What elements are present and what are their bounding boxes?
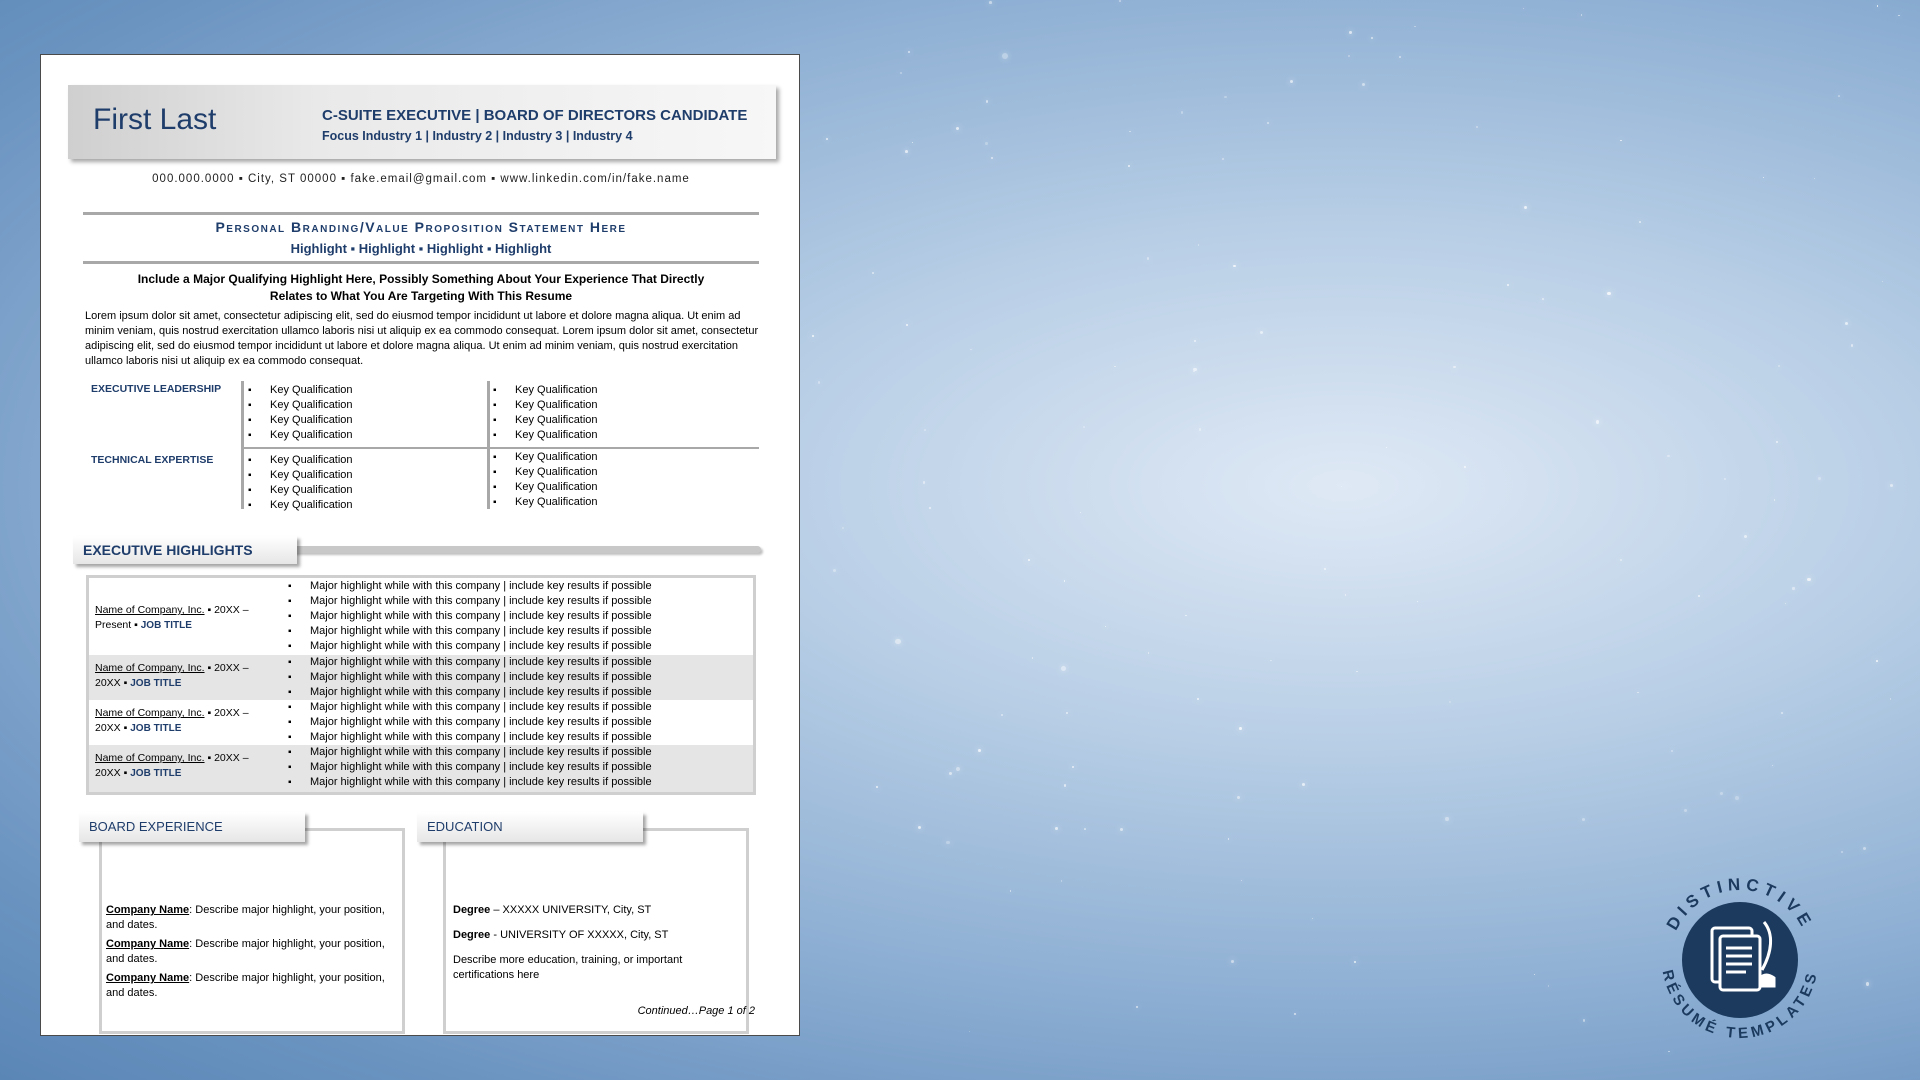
degree: Degree — [453, 929, 491, 941]
sparkle — [872, 272, 874, 274]
sparkle — [1147, 257, 1149, 259]
sparkle — [1010, 890, 1012, 892]
sparkle — [985, 142, 988, 145]
summary-paragraph: Lorem ipsum dolor sit amet, consectetur adipiscing elit, sed do eiusmod tempor incididunt ut labore et dolore magna aliqua. Ut enim ad minim veniam, quis nostrud exercitation ullamco laboris nisi ut aliquip ex ea commodo consequat. Lorem ipsum dolor sit amet, consectetur adipiscing elit, sed do eiusmod tempor incididunt ut labore et dolore magna aliqua. Ut enim ad minim veniam, quis nostrud exercitation ullamco laboris nisi ut aliquip ex ea commodo consequat. — [85, 310, 759, 367]
sparkle — [1193, 368, 1196, 371]
sparkle — [1084, 828, 1086, 830]
table-row — [89, 700, 753, 745]
major-highlight-line2: Relates to What You Are Targeting With This Resume — [269, 289, 573, 303]
sparkle — [1237, 796, 1240, 799]
education-items — [453, 903, 743, 993]
sparkle — [906, 324, 908, 326]
sparkle — [1838, 95, 1840, 97]
company-name: Name of Company, Inc. — [95, 752, 205, 764]
sparkle — [1302, 783, 1305, 786]
sparkle — [929, 507, 931, 509]
date-start: ▪ 20XX – — [204, 604, 249, 616]
sparkle — [1445, 817, 1448, 820]
list-item: ▪ Key Qualification — [270, 398, 353, 413]
sparkle — [1735, 796, 1739, 800]
sparkle — [1354, 961, 1357, 964]
list-item: ▪ Major highlight while with this company | include key results if possible — [310, 715, 652, 730]
sparkle — [1032, 657, 1033, 658]
logo-bottom-text: RÉSUMÉ TEMPLATES — [1658, 968, 1822, 1043]
sparkle — [1129, 131, 1130, 132]
sparkle — [1241, 880, 1242, 881]
job-title: JOB TITLE — [140, 620, 192, 631]
sparkle — [1890, 484, 1893, 487]
sparkle — [1399, 56, 1401, 58]
sparkle — [1476, 126, 1478, 128]
job-title: JOB TITLE — [130, 723, 182, 734]
header-bar — [68, 85, 776, 159]
sparkle — [978, 749, 981, 752]
list-item — [106, 971, 396, 1001]
sparkle — [1224, 96, 1226, 98]
sparkle — [991, 157, 992, 158]
section-rule — [241, 546, 761, 553]
section-title-exec-highlights: EXECUTIVE HIGHLIGHTS — [73, 536, 297, 564]
sparkle — [1818, 477, 1821, 480]
section-title-education: EDUCATION — [417, 812, 643, 842]
list-item: ▪ Key Qualification — [515, 413, 598, 428]
qual-list-exec-2 — [515, 383, 598, 443]
sparkle — [1064, 580, 1066, 582]
column-divider — [487, 381, 490, 509]
sparkle — [1772, 765, 1773, 766]
sparkle — [900, 72, 901, 73]
sparkle — [1453, 366, 1456, 369]
list-item: ▪ Major highlight while with this company | include key results if possible — [310, 700, 652, 715]
date-start: ▪ 20XX – — [204, 707, 249, 719]
sparkle — [1199, 428, 1202, 431]
list-item: ▪ Key Qualification — [270, 413, 353, 428]
qual-label-technical: TECHNICAL EXPERTISE — [91, 454, 214, 466]
sparkle — [1312, 918, 1313, 919]
sparkle — [1028, 559, 1030, 561]
sparkle — [1341, 486, 1342, 487]
sparkle — [1851, 344, 1853, 346]
sparkle — [1607, 292, 1610, 295]
list-item: ▪ Major highlight while with this company | include key results if possible — [310, 685, 652, 700]
list-item: ▪ Major highlight while with this company | include key results if possible — [310, 655, 652, 670]
sparkle — [1671, 750, 1673, 752]
board-description: : Describe major highlight, your position, and dates. — [106, 972, 385, 999]
sparkle — [1866, 982, 1869, 985]
sparkle — [1841, 851, 1843, 853]
list-item — [106, 903, 396, 933]
sparkle — [826, 138, 828, 140]
sparkle — [876, 786, 878, 788]
sparkle — [1290, 80, 1293, 83]
sparkle — [1781, 712, 1783, 714]
company-name: Name of Company, Inc. — [95, 707, 205, 719]
exec-highlights-table — [86, 575, 756, 795]
table-row — [89, 745, 753, 792]
sparkle — [1744, 535, 1747, 538]
list-item: ▪ Key Qualification — [270, 483, 353, 498]
sparkle — [923, 481, 926, 484]
candidate-name: First Last — [93, 103, 217, 136]
focus-industries: Focus Industry 1 | Industry 2 | Industry 3 | Industry 4 — [322, 129, 633, 143]
sparkle — [912, 142, 913, 143]
divider — [83, 212, 759, 215]
sparkle — [1356, 671, 1358, 673]
education-detail: - UNIVERSITY OF XXXXX, City, ST — [490, 929, 669, 941]
sparkle — [1523, 8, 1524, 9]
sparkle — [1814, 178, 1815, 179]
sparkle — [1064, 784, 1067, 787]
education-detail: – XXXXX UNIVERSITY, City, ST — [490, 904, 652, 916]
logo-top-text: DISTINCTIVE — [1662, 874, 1818, 934]
date-end: 20XX ▪ — [95, 677, 131, 689]
row-divider — [241, 447, 759, 449]
sparkle — [1877, 5, 1878, 6]
section-title-board: BOARD EXPERIENCE — [79, 812, 305, 842]
list-item — [453, 928, 743, 943]
sparkle — [1222, 158, 1224, 160]
highlight-list — [310, 700, 652, 745]
sparkle — [1639, 221, 1641, 223]
list-item: ▪ Major highlight while with this company | include key results if possible — [310, 594, 652, 609]
sparkle — [1001, 714, 1003, 716]
sparkle — [812, 335, 814, 337]
sparkle — [1882, 281, 1883, 282]
sparkle — [1197, 698, 1199, 700]
sparkle — [1724, 478, 1726, 480]
sparkle — [1066, 712, 1067, 713]
company-cell — [95, 661, 265, 691]
sparkle — [1362, 83, 1365, 86]
column-divider — [241, 381, 244, 509]
sparkle — [1002, 53, 1008, 59]
sparkle — [1231, 960, 1234, 963]
branding-statement: Personal Branding/Value Proposition Statement Here — [215, 219, 627, 235]
list-item: ▪ Key Qualification — [270, 453, 353, 468]
list-item: ▪ Key Qualification — [270, 498, 353, 513]
sparkle — [905, 150, 908, 153]
sparkle — [1198, 244, 1200, 246]
sparkle — [833, 569, 836, 572]
sparkle — [1371, 37, 1373, 39]
company-name: Company Name — [106, 938, 190, 950]
sparkle — [1667, 455, 1670, 458]
sparkle — [1785, 603, 1786, 604]
company-cell — [95, 751, 265, 781]
sparkle — [1698, 595, 1700, 597]
sparkle — [1386, 447, 1387, 448]
sparkle — [1260, 331, 1263, 334]
sparkle — [1620, 140, 1622, 142]
sparkle — [1233, 265, 1236, 268]
sparkle — [1637, 692, 1638, 693]
sparkle — [946, 841, 949, 844]
table-row — [89, 578, 753, 655]
highlight-list — [310, 579, 652, 654]
sparkle — [1128, 165, 1129, 166]
contact-line: 000.000.0000 ▪ City, ST 00000 ▪ fake.email@gmail.com ▪ www.linkedin.com/in/fake.name — [152, 173, 690, 185]
sparkle — [1348, 55, 1350, 57]
list-item: ▪ Major highlight while with this company | include key results if possible — [310, 730, 652, 745]
list-item — [453, 903, 743, 918]
divider — [83, 261, 759, 264]
sparkle — [1061, 666, 1066, 671]
sparkle — [1345, 594, 1346, 595]
sparkle — [1083, 426, 1085, 428]
sparkle — [1581, 14, 1583, 16]
board-description: : Describe major highlight, your position, and dates. — [106, 938, 385, 965]
list-item: ▪ Key Qualification — [515, 428, 598, 443]
list-item: ▪ Key Qualification — [270, 468, 353, 483]
list-item: ▪ Key Qualification — [515, 495, 598, 510]
list-item: ▪ Major highlight while with this company | include key results if possible — [310, 624, 652, 639]
highlight-list — [310, 655, 652, 700]
highlight-list — [310, 745, 652, 790]
list-item: ▪ Major highlight while with this company | include key results if possible — [310, 745, 652, 760]
board-items — [106, 903, 396, 1005]
sparkle — [842, 527, 844, 529]
sparkle — [1776, 441, 1778, 443]
date-end: 20XX ▪ — [95, 722, 131, 734]
sparkle — [1620, 559, 1622, 561]
sparkle — [1548, 985, 1549, 986]
list-item: ▪ Major highlight while with this company | include key results if possible — [310, 775, 652, 790]
sparkle — [1194, 340, 1196, 342]
sparkle — [986, 100, 988, 102]
list-item: ▪ Key Qualification — [515, 383, 598, 398]
sparkle — [1464, 466, 1466, 468]
sparkle — [1270, 660, 1272, 662]
list-item: ▪ Key Qualification — [270, 428, 353, 443]
degree: Degree — [453, 904, 491, 916]
company-cell — [95, 706, 265, 736]
date-start: ▪ 20XX – — [204, 662, 249, 674]
job-title: JOB TITLE — [130, 678, 182, 689]
sparkle — [1072, 766, 1075, 769]
sparkle — [1763, 177, 1764, 178]
highlights-line: Highlight ▪ Highlight ▪ Highlight ▪ Highlight — [290, 241, 552, 256]
sparkle — [989, 1, 992, 4]
sparkle — [1349, 31, 1351, 33]
continued-note: Continued…Page 1 of 2 — [637, 1005, 755, 1017]
sparkle — [818, 381, 820, 383]
date-start: ▪ 20XX – — [204, 752, 249, 764]
sparkle — [1417, 601, 1418, 602]
list-item: ▪ Major highlight while with this company | include key results if possible — [310, 579, 652, 594]
sparkle — [956, 767, 960, 771]
list-item: ▪ Key Qualification — [515, 465, 598, 480]
sparkle — [1774, 499, 1776, 501]
sparkle — [1845, 322, 1848, 325]
list-item: ▪ Major highlight while with this company | include key results if possible — [310, 609, 652, 624]
sparkle — [1890, 698, 1891, 699]
sparkle — [1524, 206, 1527, 209]
sparkle — [1863, 847, 1866, 850]
sparkle — [1414, 26, 1416, 28]
brand-logo — [1640, 860, 1840, 1060]
qual-list-tech-1 — [270, 453, 353, 513]
sparkle — [1181, 111, 1184, 114]
company-name: Company Name — [106, 972, 190, 984]
sparkle — [1185, 615, 1187, 617]
resume-page — [40, 54, 800, 1036]
list-item: ▪ Key Qualification — [270, 383, 353, 398]
sparkle — [1105, 626, 1106, 627]
list-item: ▪ Key Qualification — [515, 480, 598, 495]
sparkle — [1720, 792, 1723, 795]
qual-list-exec-1 — [270, 383, 353, 443]
sparkle — [1148, 652, 1149, 653]
sparkle — [1596, 420, 1599, 423]
sparkle — [1582, 818, 1585, 821]
sparkle — [1807, 578, 1810, 581]
sparkle — [1778, 365, 1780, 367]
sparkle — [1449, 701, 1451, 703]
sparkle — [1324, 568, 1327, 571]
sparkle — [1061, 880, 1062, 881]
education-more: Describe more education, training, or important certifications here — [453, 954, 683, 981]
sparkle — [969, 1031, 970, 1032]
major-highlight-line1: Include a Major Qualifying Highlight Here, Possibly Something About Your Experience That Directly — [137, 272, 705, 286]
sparkle — [1534, 974, 1535, 975]
sparkle — [1267, 122, 1269, 124]
list-item: ▪ Major highlight while with this company | include key results if possible — [310, 639, 652, 654]
headline: C-SUITE EXECUTIVE | BOARD OF DIRECTORS CANDIDATE — [322, 107, 748, 124]
sparkle — [956, 127, 959, 130]
sparkle — [1228, 838, 1229, 839]
sparkle — [1080, 512, 1081, 513]
sparkle — [1898, 15, 1899, 16]
sparkle — [1119, 0, 1121, 2]
sparkle — [1542, 298, 1544, 300]
sparkle — [1136, 1006, 1138, 1008]
sparkle — [918, 826, 921, 829]
sparkle — [1507, 284, 1509, 286]
sparkle — [970, 349, 971, 350]
company-cell — [95, 603, 265, 633]
sparkle — [1792, 587, 1794, 589]
date-end: Present ▪ — [95, 619, 141, 631]
sparkle — [1876, 660, 1878, 662]
sparkle — [1684, 809, 1687, 812]
sparkle — [1193, 371, 1194, 372]
list-item: ▪ Key Qualification — [515, 450, 598, 465]
table-row — [89, 655, 753, 700]
company-name: Name of Company, Inc. — [95, 604, 205, 616]
date-end: 20XX ▪ — [95, 767, 131, 779]
qual-list-tech-2 — [515, 450, 598, 510]
sparkle — [1294, 1013, 1295, 1014]
sparkle — [1055, 827, 1058, 830]
list-item: ▪ Key Qualification — [515, 398, 598, 413]
company-name: Company Name — [106, 904, 190, 916]
sparkle — [1239, 727, 1242, 730]
list-item: ▪ Major highlight while with this company | include key results if possible — [310, 760, 652, 775]
board-description: : Describe major highlight, your position, and dates. — [106, 904, 385, 931]
sparkle — [908, 51, 910, 53]
list-item — [106, 937, 396, 967]
qual-label-executive: EXECUTIVE LEADERSHIP — [91, 383, 222, 395]
sparkle — [1583, 1019, 1586, 1022]
company-name: Name of Company, Inc. — [95, 662, 205, 674]
sparkle — [1114, 366, 1116, 368]
job-title: JOB TITLE — [130, 768, 182, 779]
major-highlight — [101, 271, 741, 305]
sparkle — [924, 429, 926, 431]
sparkle — [895, 639, 900, 644]
sparkle — [949, 772, 952, 775]
sparkle — [1120, 828, 1123, 831]
list-item: ▪ Major highlight while with this company | include key results if possible — [310, 670, 652, 685]
